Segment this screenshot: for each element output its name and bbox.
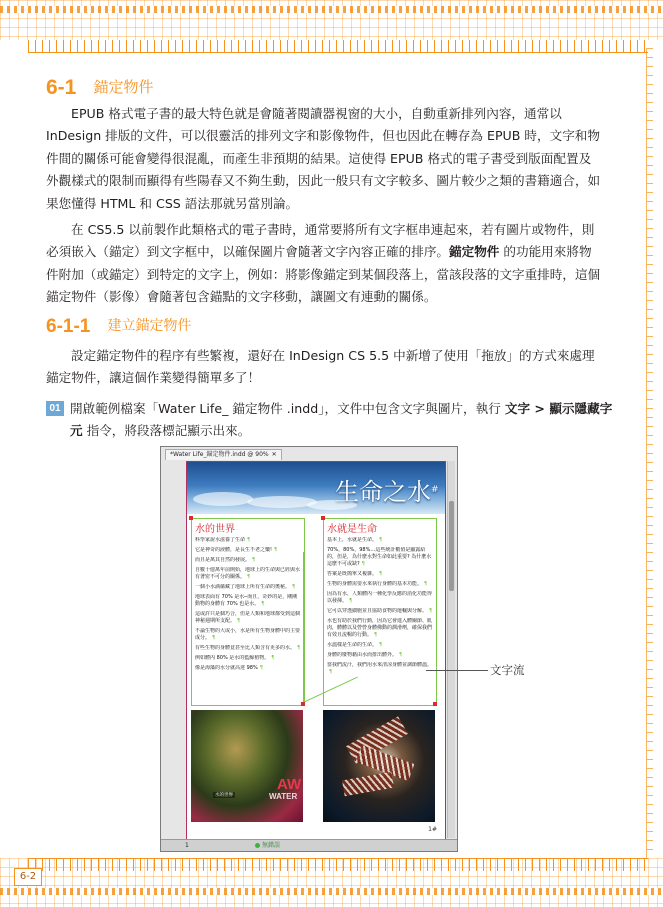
- column-paragraph: [327, 652, 433, 659]
- column-paragraph: [327, 608, 433, 615]
- column-paragraph-text: 它是神奇的液體，是長生不老之藥!: [195, 547, 273, 553]
- paragraph-line: 錨定物件（影像）會隨著包含錨點的文字移動，讓圖文有連動的關係。: [46, 289, 437, 305]
- paragraph-mark-icon: ¶: [292, 584, 296, 590]
- column-paragraph: [195, 567, 301, 581]
- paragraph-mark-icon: ¶: [271, 655, 275, 661]
- column-paragraph: [195, 557, 301, 564]
- subsection-heading: [46, 315, 191, 338]
- column-paragraph: [327, 581, 433, 588]
- status-bar: [161, 839, 457, 851]
- column-paragraph: [327, 547, 433, 568]
- image-frame-right[interactable]: [323, 710, 435, 822]
- preflight-label: 無錯誤: [262, 842, 281, 849]
- section-title: 錨定物件: [93, 78, 154, 96]
- side-ruler: [646, 48, 653, 858]
- paragraph-line: 果您懂得 HTML 和 CSS 語法那就另當別論。: [46, 195, 299, 211]
- column-heading: 水就是生命: [327, 524, 377, 535]
- paragraph-line: InDesign 排版的文件，可以很靈活的排列文字和影像物件，但也因此在轉存為 EPUB 時，文字和物: [46, 128, 600, 144]
- column-paragraph-text: 地球表面有 70% 是水─而且，奇妙的是，剛剛動物的身體有 70% 也是水。: [195, 594, 298, 607]
- frame-handle[interactable]: [433, 702, 437, 706]
- column-paragraph: [195, 665, 301, 672]
- column-paragraph: [195, 547, 301, 554]
- column-paragraph: [327, 537, 433, 544]
- paragraph-mark-icon: ¶: [379, 642, 383, 648]
- column-paragraph: [195, 537, 301, 544]
- text-run: 指令，將段落標記顯示出來。: [82, 423, 251, 438]
- close-icon[interactable]: ✕: [271, 451, 277, 458]
- column-paragraph: [195, 628, 301, 642]
- frame-handle[interactable]: [301, 702, 305, 706]
- paragraph-mark-icon: ¶: [274, 547, 278, 553]
- text-thread-line: [303, 552, 304, 702]
- paragraph-mark-icon: ¶: [259, 665, 263, 671]
- paragraph-mark-icon: ¶: [361, 561, 365, 567]
- paragraph-anchor-explain: [46, 219, 600, 309]
- column-paragraph: [195, 594, 301, 608]
- column-paragraph: [195, 611, 301, 625]
- column-paragraph-text: 水溫樣是生命的生命。: [327, 642, 378, 648]
- paragraph-mark-icon: ¶: [297, 645, 301, 651]
- column-paragraph: [327, 591, 433, 605]
- column-paragraph-text: 它可以穿透細胞並且協助食物的運輸與分解。: [327, 608, 428, 614]
- text-run: 必須嵌入（錨定）到文字框中，以確保圖片會隨著文字內容正確的排序。: [46, 244, 449, 260]
- document-tab[interactable]: [165, 449, 282, 460]
- indesign-screenshot: [160, 446, 458, 852]
- column-paragraph-text: 當我們流汗，我們用水來清涼身體並調節體溫。: [327, 662, 433, 668]
- column-paragraph-text: 像是海藻的水分就高達 98%: [195, 665, 258, 671]
- paragraph-line: 外觀樣式的限制而顯得有些陽春又不夠生動，因此一般只有文字較多、圖片較少之類的書籍適合，如: [46, 173, 600, 189]
- column-paragraph-text: 而且是萬其自然的發展。: [195, 557, 251, 563]
- column-paragraph-text: 因為有水，人類體內一種化學反應的消化功能得以發揮。: [327, 591, 433, 604]
- scrollbar-thumb[interactable]: [449, 501, 454, 591]
- column-paragraph: [327, 618, 433, 639]
- column-paragraph: [327, 662, 433, 676]
- paragraph-line: 設定錨定物件的程序有些繁複，還好在 InDesign CS 5.5 中新增了使用「拖放」的方式來處理: [71, 348, 595, 363]
- callout-leader: [426, 670, 488, 671]
- page-marker: 1#: [428, 826, 437, 833]
- header-ruler: [28, 40, 648, 53]
- bold-term: 錨定物件: [449, 244, 500, 260]
- paragraph-line: 錨定物件，讓這個作業變得簡單多了！: [46, 370, 261, 386]
- paragraph-mark-icon: ¶: [399, 652, 403, 658]
- paragraph-mark-icon: ¶: [349, 598, 353, 604]
- column-items: [324, 537, 436, 676]
- column-paragraph-text: 有些生物的身體竟甚至比人類含有更多的水。: [195, 645, 296, 651]
- paragraph-line: 件附加（或錨定）到特定的文字上，例如：將影像錨定到某個段落上，當該段落的文字重排時，這個: [46, 266, 600, 282]
- column-paragraph-text: 答案是既簡單又複雜。: [327, 571, 378, 577]
- paragraph-mark-icon: ¶: [247, 537, 251, 543]
- column-paragraph-text: 一個小水滴蘊藏了地球上所有生命的奧秘。: [195, 584, 291, 590]
- menu-path: 文字 > 顯示隱藏字: [504, 401, 613, 416]
- paragraph-mark-icon: ¶: [212, 635, 216, 641]
- status-dot-icon: [255, 843, 260, 848]
- text-frame-right[interactable]: [323, 518, 437, 706]
- column-paragraph-text: 水也有助於我們行動，因為它會進入體關節、肌肉，體體以及營營身體佛動的潤滑劑，確保我們有效且流暢的行動。: [327, 618, 433, 638]
- section-number: 6-1: [46, 76, 77, 99]
- preflight-status[interactable]: [255, 840, 280, 851]
- frame-handle[interactable]: [321, 516, 325, 520]
- document-tab-label: *Water Life_錨定物件.indd @ 90%: [170, 451, 269, 458]
- column-paragraph: [195, 584, 301, 591]
- paragraph-line: [46, 241, 600, 263]
- photo-caption: 水的世界: [215, 793, 233, 798]
- paragraph-mark-icon: ¶: [374, 632, 378, 638]
- step-text: [70, 398, 613, 442]
- column-heading: 水的世界: [195, 524, 235, 535]
- page-number: 6-2: [14, 868, 42, 886]
- column-paragraph-text: 生物的身體需要水來執行身體的基本功能。: [327, 581, 423, 587]
- section-heading: [46, 76, 153, 100]
- header-banner: [187, 462, 445, 514]
- paragraph-mark-icon: ¶: [237, 618, 241, 624]
- paragraph-line: 件間的關係可能會變得很混亂，而產生非預期的結果。這使得 EPUB 格式的電子書受到版面配置及: [46, 150, 592, 166]
- paragraph-mark-icon: ¶: [261, 601, 265, 607]
- paragraph-mark-icon: ¶: [379, 571, 383, 577]
- doc-title: [335, 472, 439, 507]
- text-run: 的功能用來將物: [499, 244, 592, 260]
- step-line: [70, 398, 613, 420]
- step-badge: 01: [46, 401, 64, 416]
- paragraph-dragdrop: [46, 345, 600, 390]
- hidden-char-mark: #: [431, 485, 439, 495]
- column-paragraph: [195, 645, 301, 652]
- column-paragraph-text: 這或許只是個巧合，但是人類和地球都受到這個神秘週期所支配。: [195, 611, 301, 624]
- column-paragraph: [195, 655, 301, 662]
- column-paragraph-text: 70%，80%，98%…這些統計數值是顯露給的，但是，為什麼水對生命如此重要? 為什麼水這麼不可或缺?: [327, 547, 432, 567]
- text-frame-left[interactable]: [191, 518, 305, 706]
- step-01: [46, 398, 613, 442]
- text-run: 開啟範例檔案「Water Life_ 錨定物件 .indd」，文件中包含文字與圖片，執行: [70, 401, 505, 416]
- column-paragraph: [327, 571, 433, 578]
- paragraph-mark-icon: ¶: [252, 557, 256, 563]
- paragraph-line: 在 CS5.5 以前製作此類格式的電子書時，通常要將所有文字框串連起來，若有圖片或物件，則: [71, 222, 595, 237]
- paragraph-mark-icon: ¶: [329, 669, 333, 675]
- frame-handle[interactable]: [189, 516, 193, 520]
- column-items: [192, 537, 304, 672]
- page-field[interactable]: 1: [185, 842, 189, 849]
- paragraph-mark-icon: ¶: [379, 537, 383, 543]
- step-line: [70, 420, 606, 442]
- paragraph-mark-icon: ¶: [247, 574, 251, 580]
- footer-ruler: [28, 858, 648, 871]
- column-paragraph-text: 例如體內 80% 是水的藍鯨植物。: [195, 655, 270, 661]
- callout-label: 文字流: [490, 663, 525, 677]
- document-page: [186, 461, 446, 840]
- doc-title-text: 生命之水: [335, 478, 431, 506]
- paragraph-line: EPUB 格式電子書的最大特色就是會隨著閱讀器視窗的大小，自動重新排列內容，通常以: [71, 106, 562, 121]
- column-paragraph: [327, 642, 433, 649]
- column-paragraph-text: 不論生物的大或小，水是所有生物身體中的主要成分。: [195, 628, 301, 641]
- image-frame-left[interactable]: [191, 710, 303, 822]
- subsection-number: 6-1-1: [46, 316, 91, 337]
- paragraph-mark-icon: ¶: [424, 581, 428, 587]
- column-paragraph-text: 自數十億萬年前開始，地球上的生命與已經與水有著密不可分的關係。: [195, 567, 301, 580]
- logo-aw: AW: [277, 776, 302, 793]
- menu-path: 元: [70, 423, 83, 438]
- paragraph-intro: [46, 103, 600, 215]
- column-paragraph-text: 科學家說水滋養了生命: [195, 537, 246, 543]
- column-paragraph-text: 身體的廢物藉由水而排出體外。: [327, 652, 398, 658]
- logo-water: WATER: [269, 792, 298, 801]
- header-decoration: [0, 0, 663, 40]
- column-paragraph-text: 基本上，水就是生命。: [327, 537, 378, 543]
- paragraph-mark-icon: ¶: [429, 608, 433, 614]
- subsection-title: 建立錨定物件: [107, 318, 192, 334]
- vertical-scrollbar[interactable]: [447, 461, 455, 838]
